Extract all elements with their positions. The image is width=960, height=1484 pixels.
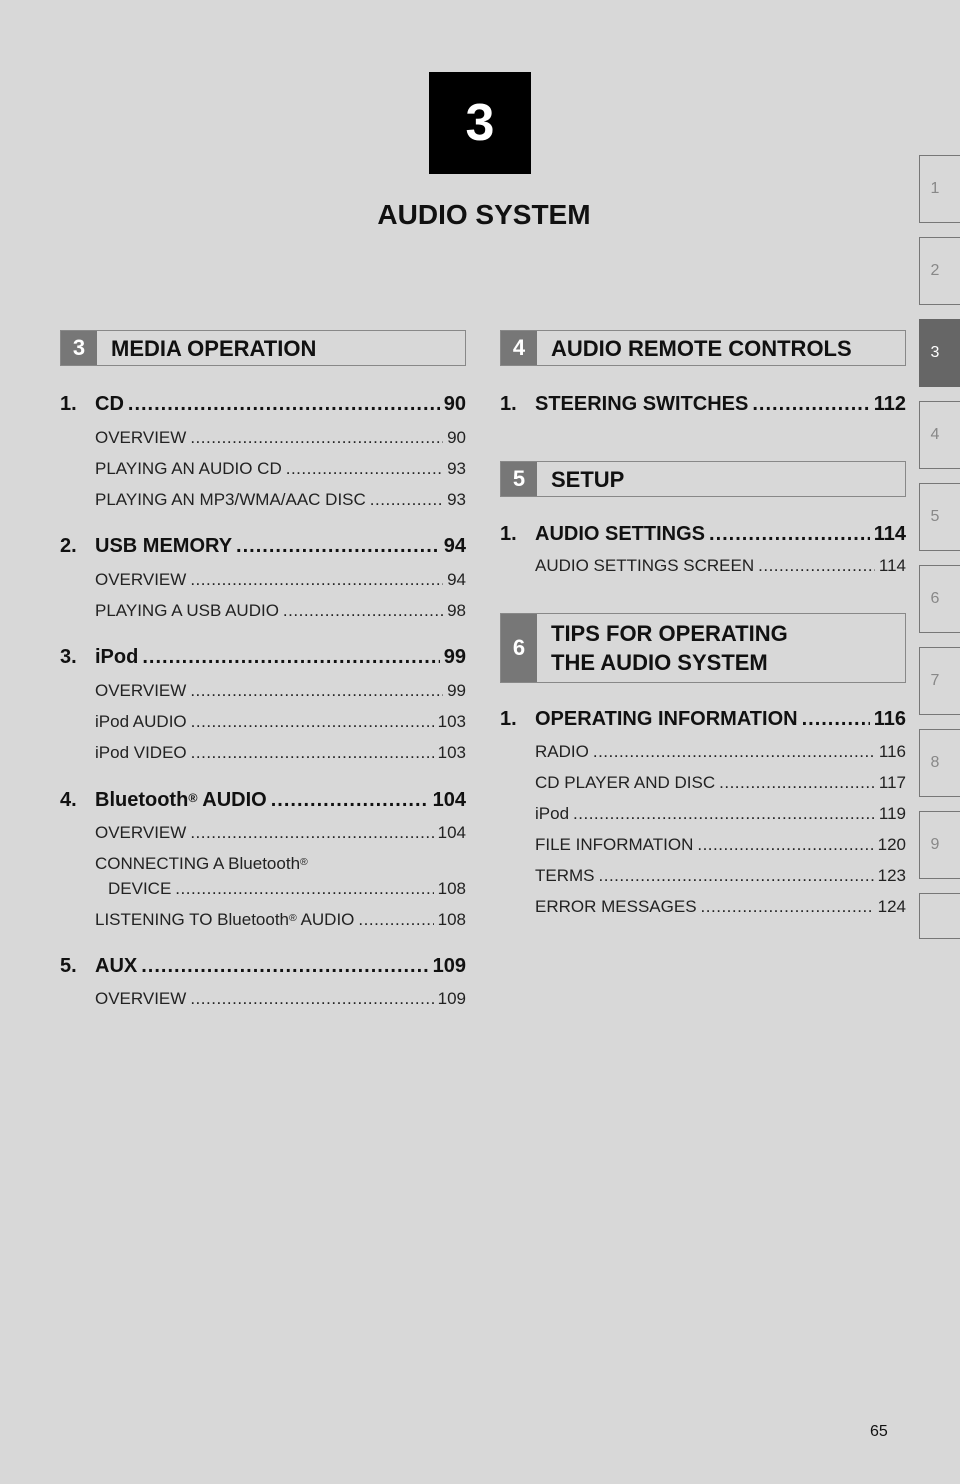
right-column [500,330,906,919]
toc-subentry[interactable]: DEVICE ..... 108 [60,879,466,901]
tab-4[interactable]: 4 [919,401,960,469]
toc-subentry[interactable]: AUDIO SETTINGS SCREEN ..... 114 [500,556,906,578]
chapter-number: 3 [465,94,495,152]
section-number: 4 [501,331,537,365]
toc-subentry[interactable]: ERROR MESSAGES ..... 124 [500,897,906,919]
section-number: 3 [61,331,97,365]
toc-subentry[interactable]: PLAYING A USB AUDIO ..... 98 [60,601,466,623]
toc-subentry[interactable]: PLAYING AN MP3/WMA/AAC DISC ..... 93 [60,490,466,512]
toc-subentry[interactable]: LISTENING TO Bluetooth® AUDIO ..... 108 [60,910,466,932]
toc-entry-bluetooth[interactable]: 4. Bluetooth® AUDIO ..... 104 [60,789,466,815]
toc-subentry-line[interactable]: CONNECTING A Bluetooth® [95,854,308,873]
tab-10[interactable] [919,893,960,939]
tab-2[interactable]: 2 [919,237,960,305]
toc-subentry[interactable]: FILE INFORMATION ..... 120 [500,835,906,857]
tab-9[interactable]: 9 [919,811,960,879]
toc-subentry[interactable]: iPod VIDEO ..... 103 [60,743,466,765]
toc-subentry[interactable]: CD PLAYER AND DISC ..... 117 [500,773,906,795]
section-title: SETUP [551,467,625,492]
tab-5[interactable]: 5 [919,483,960,551]
tab-3[interactable]: 3 [919,319,960,387]
section-title: AUDIO REMOTE CONTROLS [551,336,852,361]
toc-subentry[interactable]: TERMS ..... 123 [500,866,906,888]
toc-entry-audio-settings[interactable]: 1. AUDIO SETTINGS ..... 114 [500,523,906,549]
tab-1[interactable]: 1 [919,155,960,223]
toc-entry-operating-information[interactable]: 1. OPERATING INFORMATION ..... 116 [500,708,906,734]
section-number: 6 [501,614,537,682]
tab-8[interactable]: 8 [919,729,960,797]
toc-subentry[interactable]: OVERVIEW ..... 104 [60,823,466,845]
toc-subentry[interactable]: OVERVIEW ..... 90 [60,428,466,450]
section-header-setup [500,461,906,497]
section-title: TIPS FOR OPERATING THE AUDIO SYSTEM [551,621,788,675]
section-header-media [60,330,466,366]
toc-entry-cd[interactable]: 1. CD ..... 90 [60,393,466,419]
toc-subentry[interactable]: PLAYING AN AUDIO CD ..... 93 [60,459,466,481]
tab-7[interactable]: 7 [919,647,960,715]
chapter-title: AUDIO SYSTEM [377,199,591,230]
section-header-tips [500,613,906,683]
section-title: MEDIA OPERATION [111,336,317,361]
toc-entry-aux[interactable]: 5. AUX ..... 109 [60,955,466,981]
toc-entry-ipod[interactable]: 3. iPod ..... 99 [60,646,466,672]
toc-subentry[interactable]: OVERVIEW ..... 99 [60,681,466,703]
toc-subentry[interactable]: OVERVIEW ..... 94 [60,570,466,592]
toc-entry-steering-switches[interactable]: 1. STEERING SWITCHES ..... 112 [500,393,906,419]
chapter-number-box [429,72,531,174]
toc-subentry[interactable]: OVERVIEW ..... 109 [60,989,466,1011]
left-column [60,330,466,1011]
section-header-remote [500,330,906,366]
tab-6[interactable]: 6 [919,565,960,633]
toc-subentry[interactable]: iPod AUDIO ..... 103 [60,712,466,734]
section-number: 5 [501,462,537,496]
toc-subentry[interactable]: RADIO ..... 116 [500,742,906,764]
page-number: 65 [870,1423,888,1440]
toc-subentry[interactable]: iPod ..... 119 [500,804,906,826]
toc-entry-usb[interactable]: 2. USB MEMORY ..... 94 [60,535,466,561]
